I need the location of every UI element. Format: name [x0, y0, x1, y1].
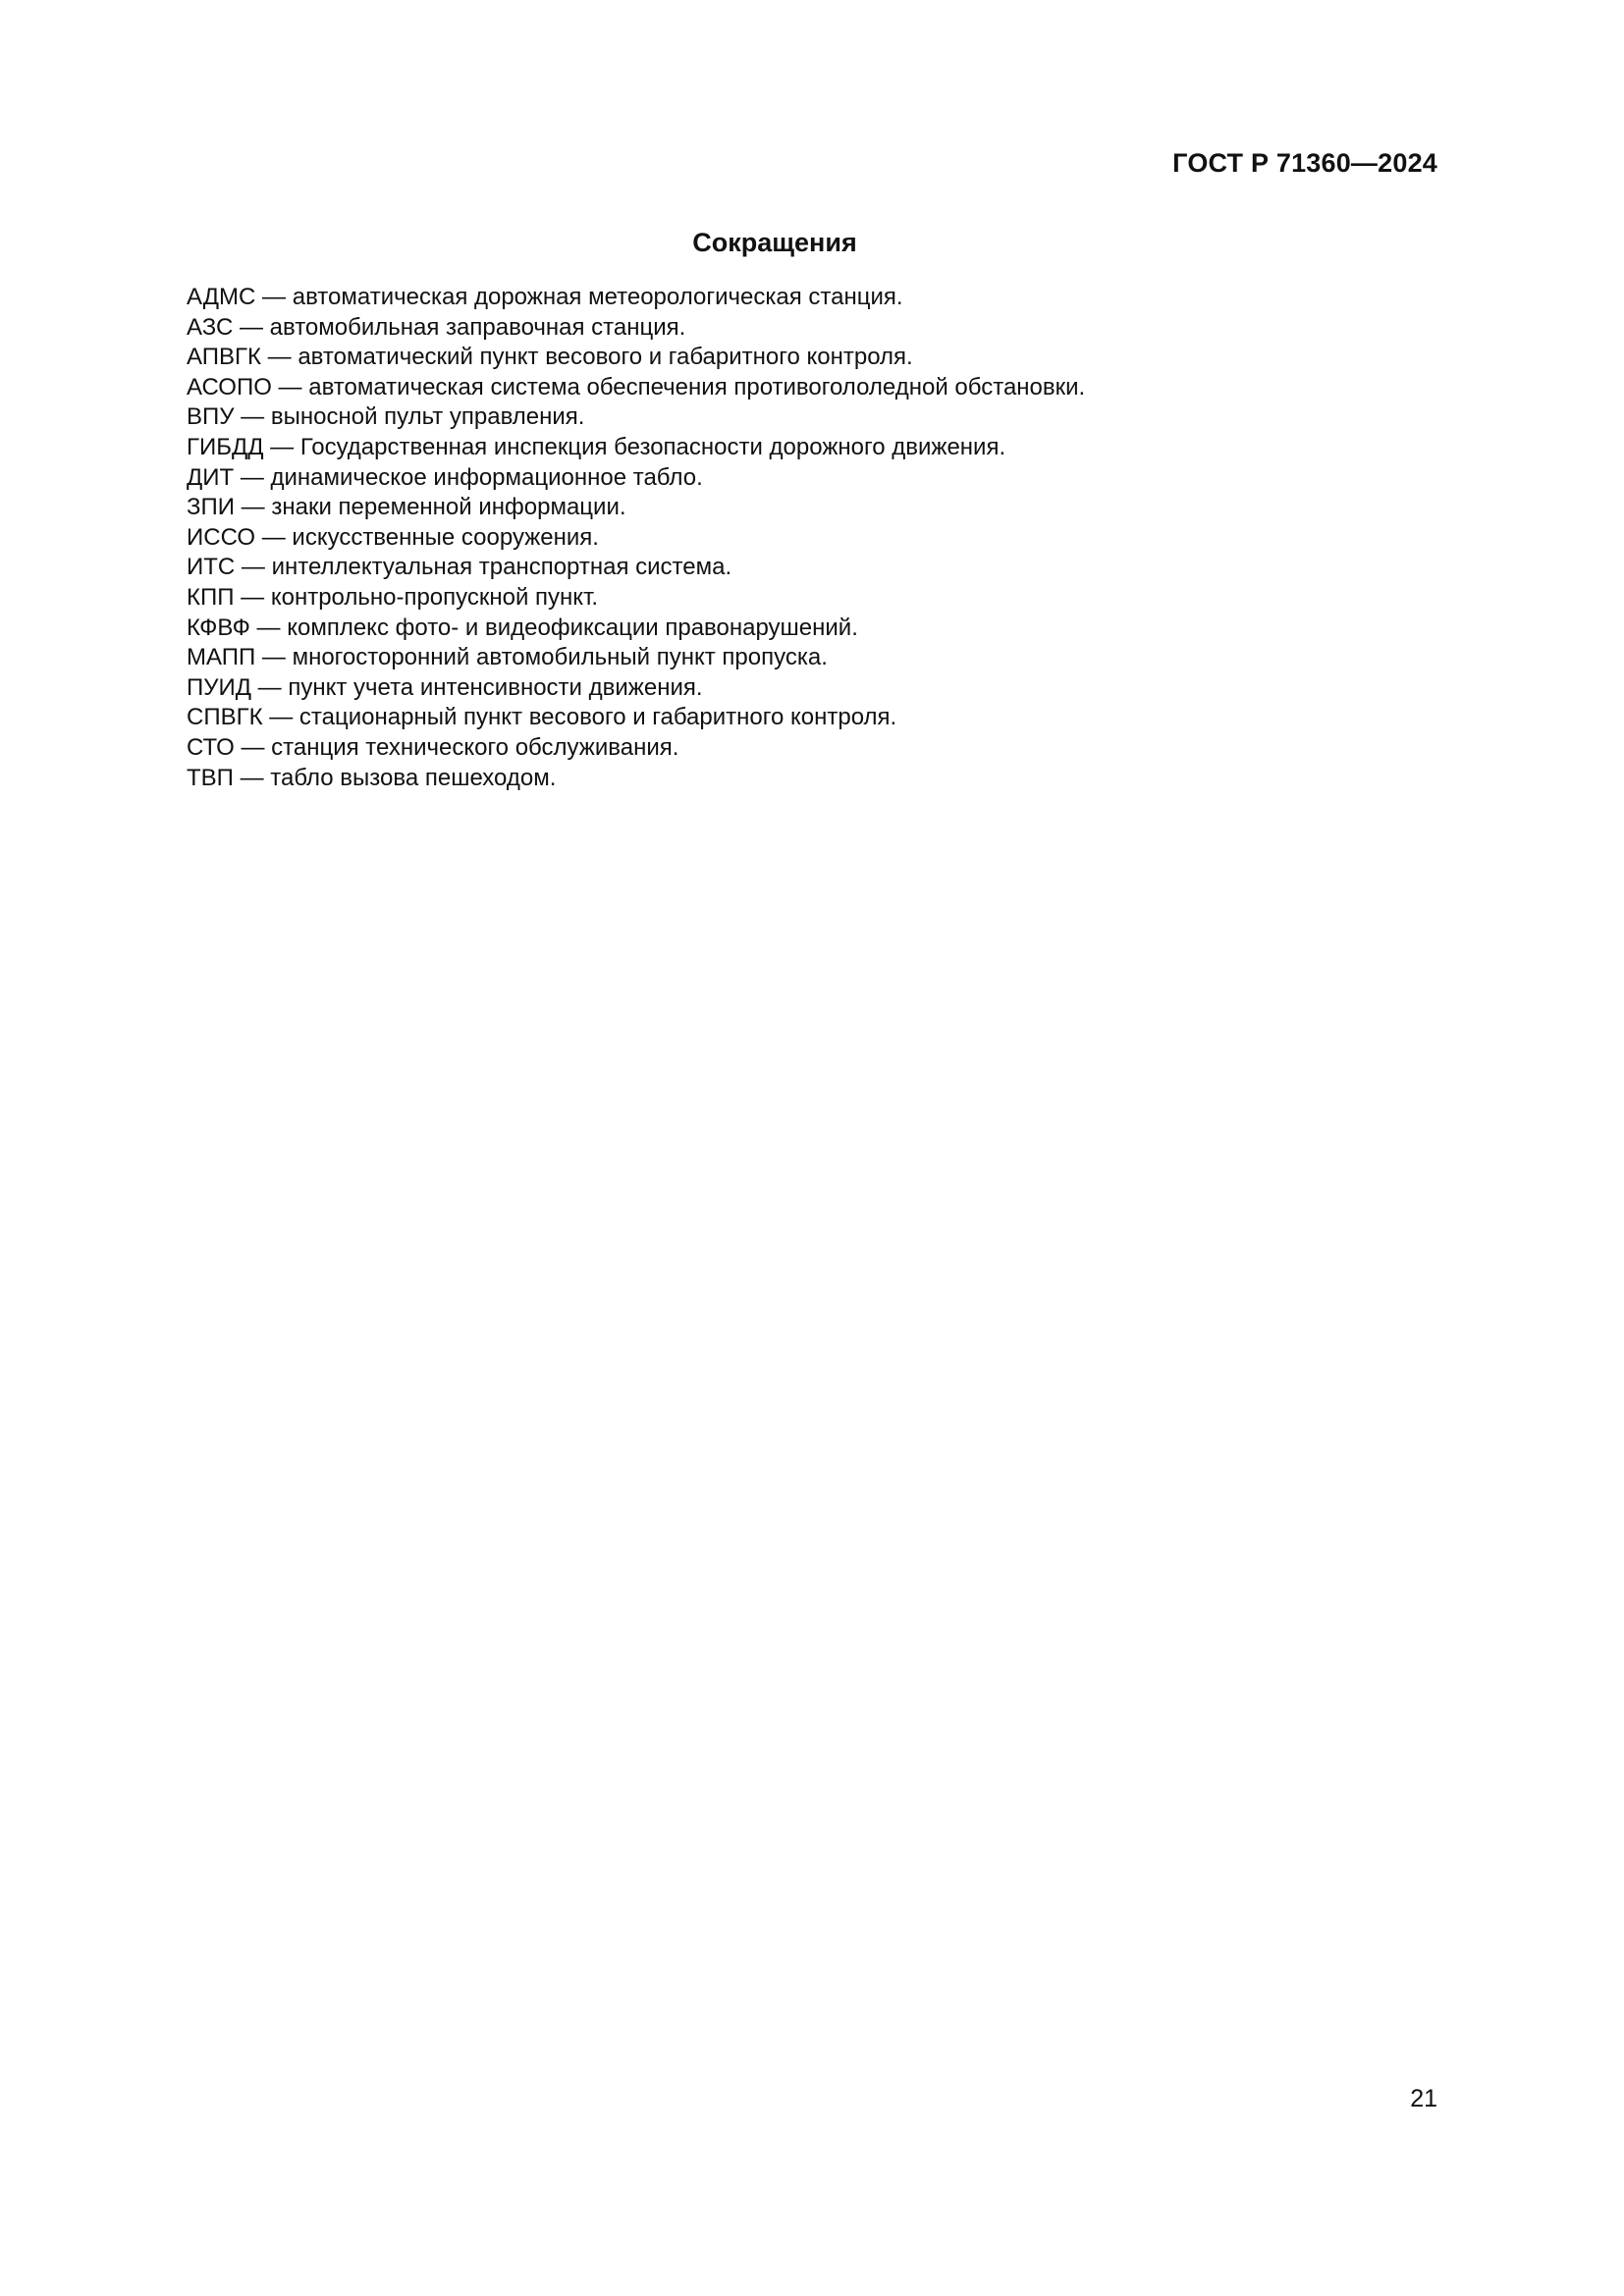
abbreviation-separator: — — [255, 284, 293, 310]
abbreviation-separator: — — [255, 523, 293, 551]
abbreviation-entry — [187, 643, 1085, 673]
abbreviation-term: ИССО — [187, 523, 256, 551]
abbreviation-entry — [187, 373, 1085, 403]
abbreviation-term: ЗПИ — [187, 494, 235, 521]
abbreviation-definition: выносной пульт управления. — [270, 403, 585, 431]
abbreviation-term: СТО — [187, 733, 235, 761]
abbreviation-separator: — — [263, 433, 300, 460]
abbreviation-term: АСОПО — [187, 373, 272, 400]
abbreviation-entry — [187, 673, 1085, 704]
abbreviation-definition: пункт учета интенсивности движения. — [288, 673, 703, 701]
abbreviation-separator: — — [234, 403, 271, 431]
abbreviation-entry — [187, 614, 1085, 644]
abbreviation-definition: контрольно-пропускной пункт. — [270, 583, 599, 611]
abbreviation-term: ИТС — [187, 554, 236, 581]
abbreviation-entry — [187, 343, 1085, 373]
abbreviation-definition: стационарный пункт весового и габаритного контроля. — [298, 704, 897, 731]
section-title: Сокращения — [692, 228, 857, 257]
abbreviation-entry — [187, 733, 1085, 764]
abbreviation-term: ДИТ — [187, 463, 235, 491]
abbreviation-term: ВПУ — [187, 403, 235, 431]
abbreviation-separator: — — [255, 644, 293, 671]
abbreviation-entry — [187, 283, 1085, 313]
abbreviation-separator: — — [234, 733, 272, 761]
abbreviation-definition: автомобильная заправочная станция. — [269, 313, 686, 341]
abbreviation-entry — [187, 433, 1085, 463]
abbreviation-definition: искусственные сооружения. — [292, 523, 599, 551]
abbreviation-entry — [187, 463, 1085, 494]
abbreviation-term: СПВГК — [187, 704, 263, 731]
abbreviation-definition: автоматическая дорожная метеорологическая станция. — [292, 284, 903, 310]
abbreviation-separator: — — [249, 614, 288, 641]
abbreviation-definition: автоматический пункт весового и габаритного контроля. — [298, 344, 913, 371]
abbreviation-term: КПП — [187, 583, 235, 611]
abbreviation-definition: динамическое информационное табло. — [270, 463, 703, 491]
abbreviation-term: АДМС — [187, 284, 256, 310]
abbreviation-term: КФВФ — [187, 614, 250, 641]
abbreviation-definition: табло вызова пешеходом. — [270, 764, 557, 791]
abbreviation-entry — [187, 583, 1085, 614]
abbreviation-entry — [187, 553, 1085, 583]
abbreviation-separator: — — [271, 373, 309, 400]
abbreviation-definition: станция технического обслуживания. — [271, 733, 679, 761]
abbreviation-definition: многосторонний автомобильный пункт пропуска. — [292, 644, 828, 671]
abbreviation-separator: — — [233, 764, 271, 791]
abbreviation-separator: — — [251, 673, 289, 701]
abbreviation-separator: — — [234, 583, 271, 611]
abbreviation-term: АЗС — [187, 313, 234, 341]
abbreviation-definition: автоматическая система обеспечения противогололедной обстановки. — [308, 373, 1086, 400]
abbreviation-term: ТВП — [187, 764, 234, 791]
abbreviation-entry — [187, 402, 1085, 433]
abbreviation-term: АПВГК — [187, 344, 261, 371]
page-number: 21 — [1410, 2085, 1437, 2112]
abbreviation-definition: знаки переменной информации. — [271, 494, 626, 521]
abbreviation-separator: — — [235, 554, 272, 581]
abbreviation-list — [187, 283, 1085, 793]
abbreviation-separator: — — [260, 344, 298, 371]
abbreviation-separator: — — [233, 313, 270, 341]
document-code: ГОСТ Р 71360—2024 — [1172, 148, 1437, 178]
abbreviation-entry — [187, 493, 1085, 523]
abbreviation-term: ПУИД — [187, 673, 251, 701]
abbreviation-definition: комплекс фото- и видеофиксации правонарушений. — [287, 614, 858, 641]
abbreviation-separator: — — [235, 494, 272, 521]
abbreviation-definition: Государственная инспекция безопасности дорожного движения. — [299, 433, 1006, 460]
abbreviation-separator: — — [262, 704, 299, 731]
abbreviation-term: ГИБДД — [187, 433, 264, 460]
abbreviation-entry — [187, 764, 1085, 794]
abbreviation-entry — [187, 313, 1085, 344]
abbreviation-entry — [187, 523, 1085, 554]
abbreviation-definition: интеллектуальная транспортная система. — [271, 554, 732, 581]
abbreviation-separator: — — [234, 463, 271, 491]
abbreviation-term: МАПП — [187, 644, 256, 671]
abbreviation-entry — [187, 703, 1085, 733]
